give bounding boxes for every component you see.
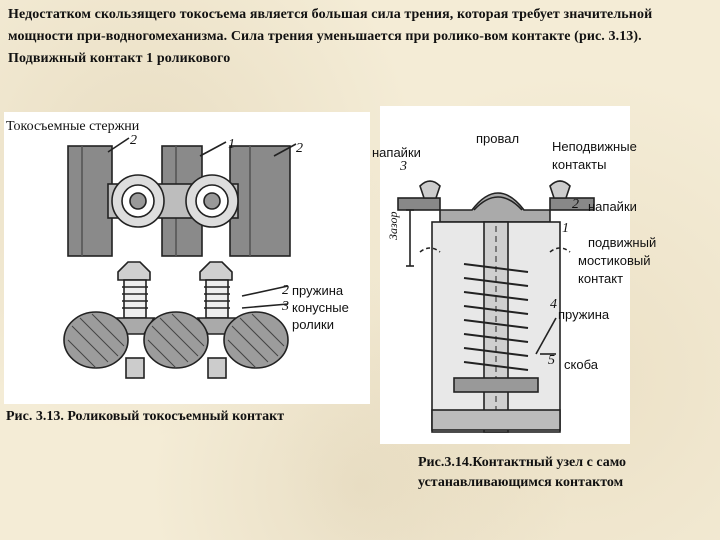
label-bridge-line2: мостиковый	[578, 253, 651, 268]
caption-figure-3-13: Рис. 3.13. Роликовый токосъемный контакт	[6, 409, 285, 424]
label-num-1-fig14: 1	[562, 221, 569, 236]
label-cone-line2: ролики	[292, 317, 334, 332]
label-bridge-line1: подвижный	[588, 235, 657, 250]
label-gap-dimension: Зазор	[386, 211, 400, 240]
label-num-2b: 2	[296, 141, 303, 156]
intro-paragraph: Недостатком скользящего токосъема является большая сила трения, которая требует значительной мощности при-водногомеханизма. Сила трения уменьшается при ролико-вом контакте (рис. 3.13). Подвижный контакт 1 роликового	[8, 7, 653, 66]
spring-assembly-right	[198, 262, 236, 378]
roller-contact-drawing	[4, 112, 370, 404]
label-cone-line1: конусные	[292, 300, 349, 315]
label-spring-fig14: пружина	[558, 307, 610, 322]
label-spring: пружина	[292, 283, 344, 298]
current-rod-left	[68, 146, 112, 256]
label-num-3: 3	[282, 299, 289, 314]
label-bracket: скоба	[564, 357, 598, 372]
label-num-1: 1	[228, 137, 235, 152]
label-num-2a: 2	[130, 133, 137, 148]
label-num-2c: 2	[282, 283, 289, 298]
label-num-2-fig14: 2	[572, 197, 579, 212]
label-solders-right: напайки	[588, 199, 637, 214]
caption-figure-3-14-line1: Рис.3.14.Контактный узел с само	[418, 455, 627, 470]
current-rod-right	[230, 146, 290, 256]
label-fixed-line1: Неподвижные	[552, 139, 637, 154]
label-current-rods: Токосъемные стержни	[6, 119, 140, 134]
fixed-contact-left	[398, 198, 440, 210]
label-bridge-line3: контакт	[578, 271, 624, 286]
label-gap: провал	[476, 131, 520, 146]
caption-figure-3-14-line2: устанавливающимся контактом	[418, 475, 624, 490]
spring-assembly-left	[116, 262, 154, 378]
label-num-3-fig14: 3	[400, 159, 407, 174]
label-num-5-fig14: 5	[548, 353, 555, 368]
label-fixed-line2: контакты	[552, 157, 607, 172]
label-num-4-fig14: 4	[550, 297, 557, 312]
label-solders-left: напайки	[372, 145, 421, 160]
bracket	[454, 378, 538, 392]
